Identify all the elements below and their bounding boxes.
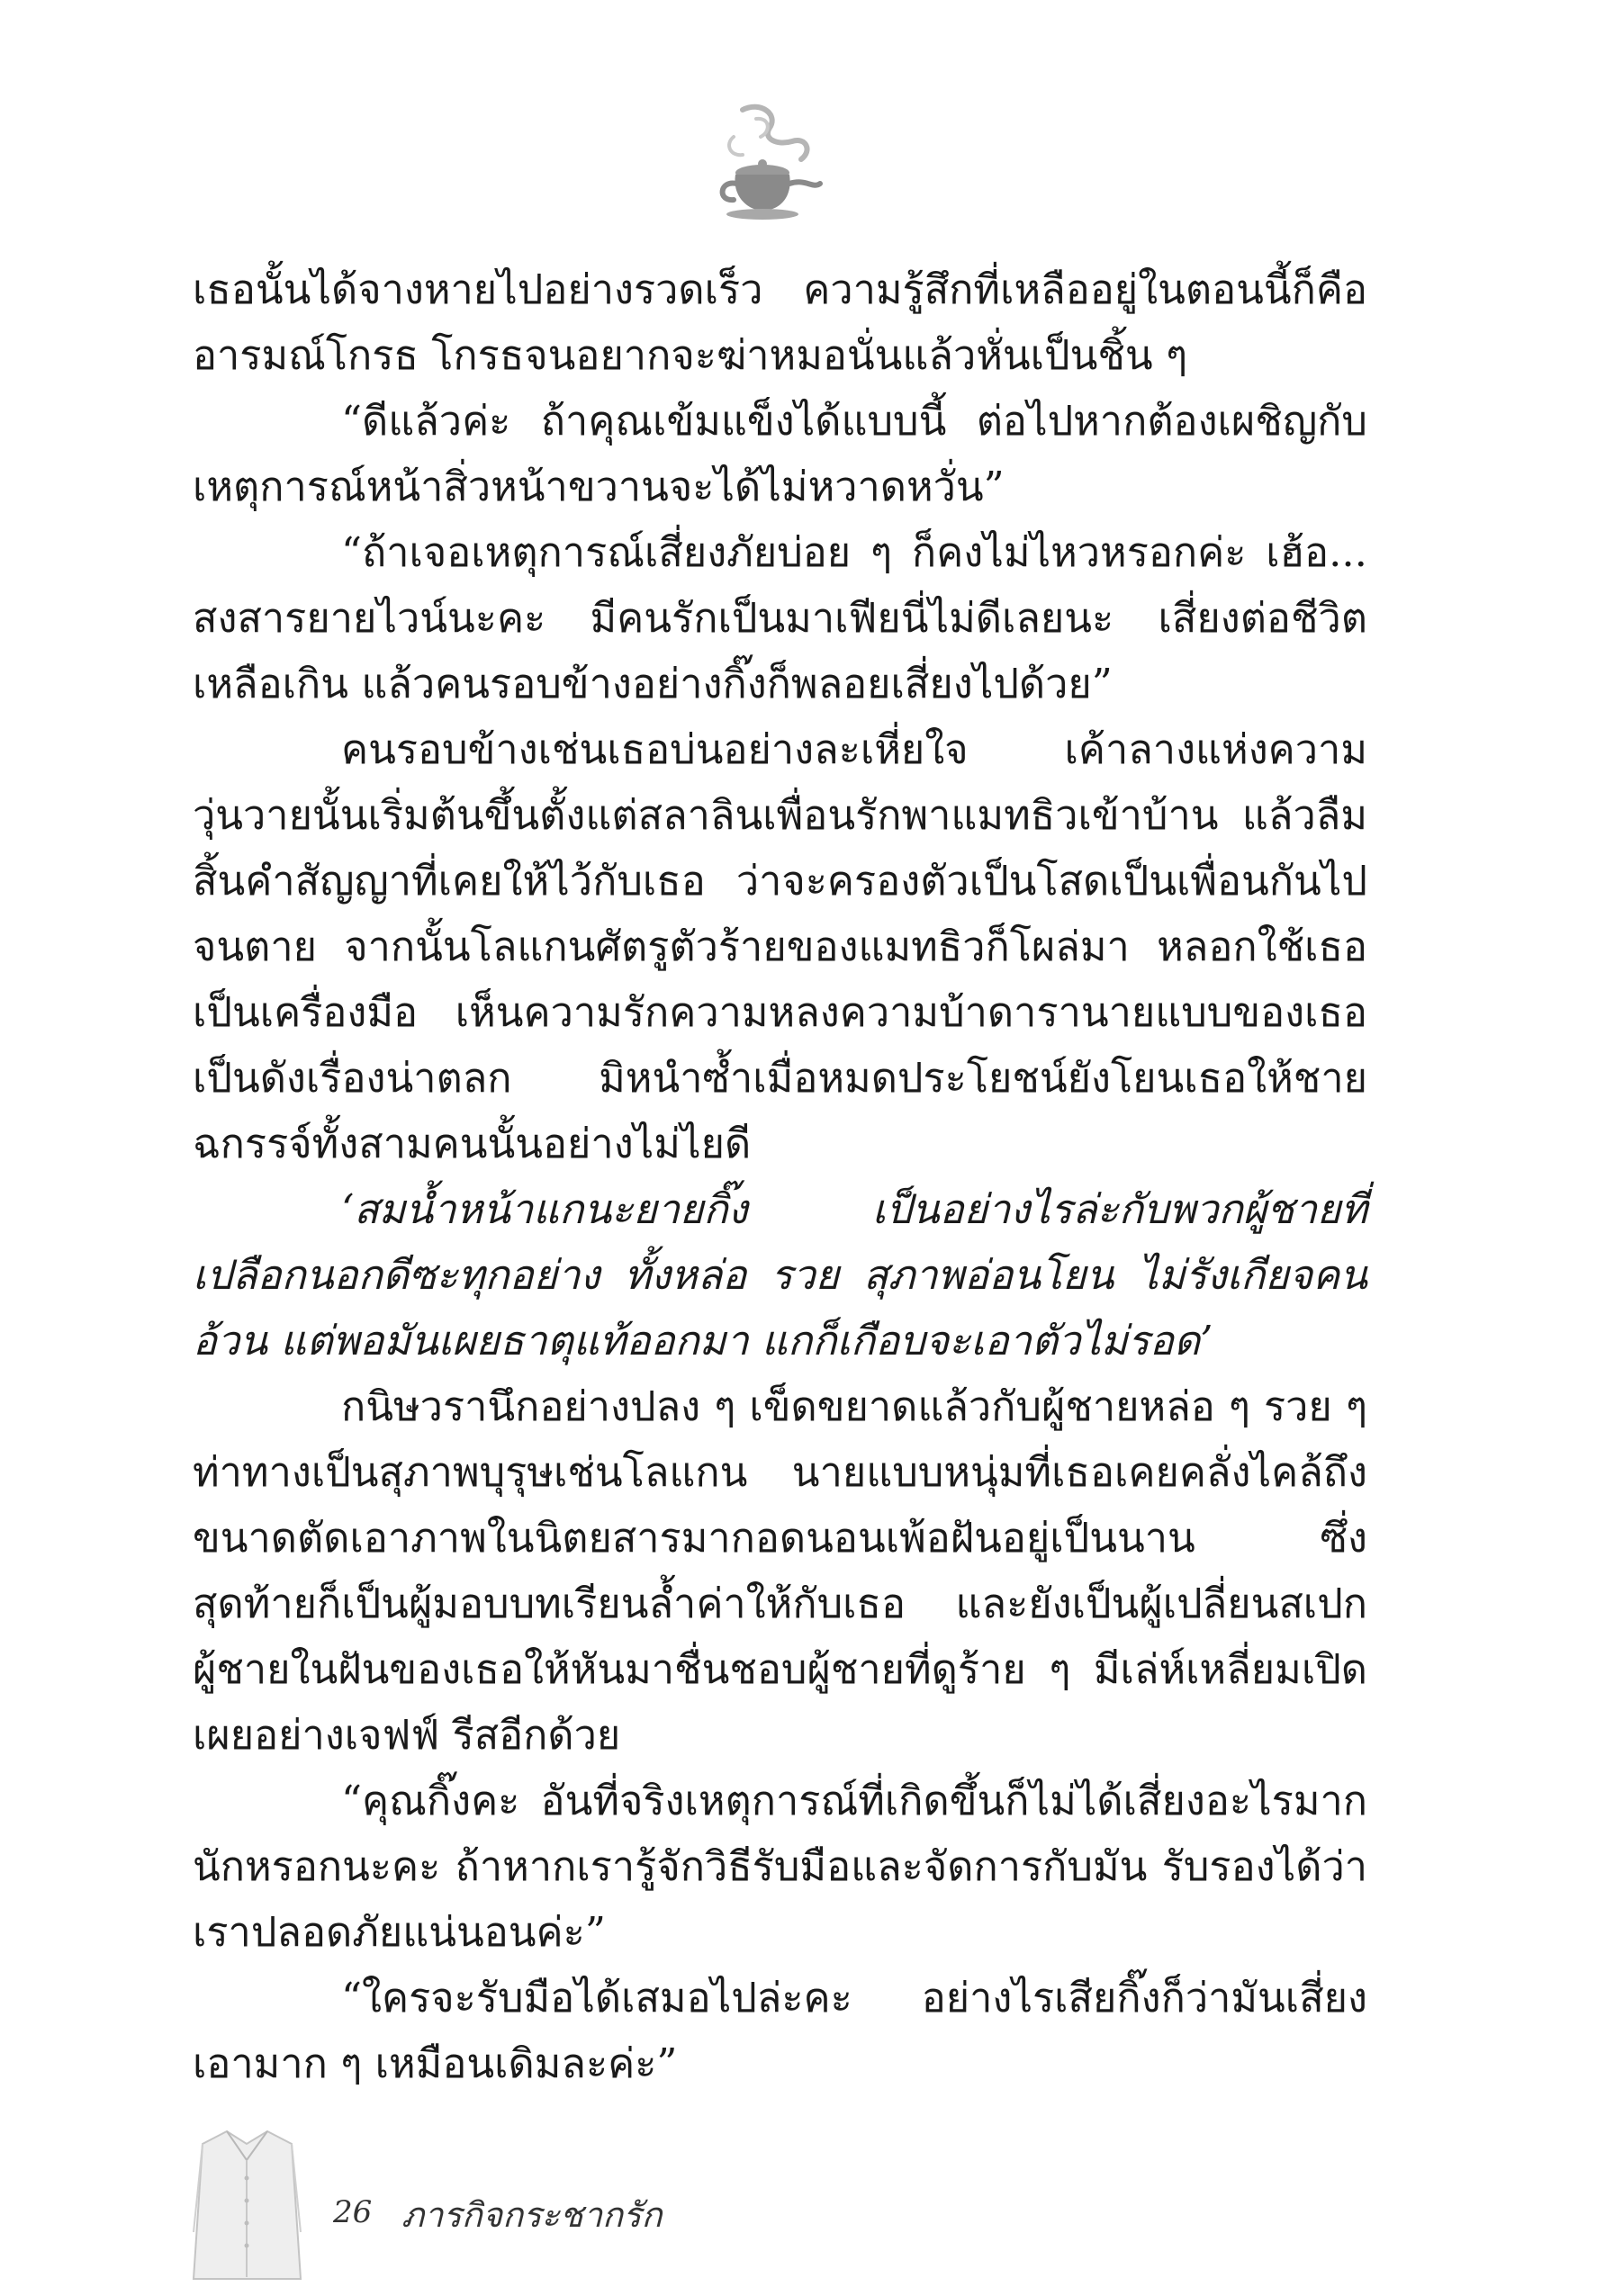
white-shirt-icon [191,2124,303,2282]
paragraph-6: กนิษวรานึกอย่างปลง ๆ เข็ดขยาดแล้วกับผู้ชายหล่อ ๆ รวย ๆ ท่าทางเป็นสุภาพบุรุษเช่นโลแกน นายแบบหนุ่มที่เธอเคยคลั่งไคล้ถึงขนาดตัดเอาภาพในนิตยสารมากอดนอนเพ้อฝันอยู่เป็นนาน ซึ่งสุดท้ายก็เป็นผู้มอบบทเรียนล้ำค่าให้กับเธอ และยังเป็นผู้เปลี่ยนสเปกผู้ชายในฝันของเธอให้หันมาชื่นชอบผู้ชายที่ดูร้าย ๆ มีเล่ห์เหลี่ยมเปิดเผยอย่างเจฟฟ์ รีสอีกด้วย [193,1382,1367,1759]
book-title: ภารกิจกระชากรัก [401,2195,663,2235]
paragraph-5-italic-thought: ‘สมน้ำหน้าแกนะยายกิ๊ง เป็นอย่างไรล่ะกับพวกผู้ชายที่เปลือกนอกดีซะทุกอย่าง ทั้งหล่อ รวย สุภาพอ่อนโยน ไม่รังเกียจคนอ้วน แต่พอมันเผยธาตุแท้ออกมา แกก็เกือบจะเอาตัวไม่รอด’ [193,1185,1367,1364]
paragraph-4: คนรอบข้างเช่นเธอบ่นอย่างละเหี่ยใจ เค้าลางแห่งความวุ่นวายนั้นเริ่มต้นขึ้นตั้งแต่สลาลินเพื่อนรักพาแมทธิวเข้าบ้าน แล้วลืมสิ้นคำสัญญาที่เคยให้ไว้กับเธอ ว่าจะครองตัวเป็นโสดเป็นเพื่อนกันไปจนตาย จากนั้นโลแกนศัตรูตัวร้ายของแมทธิวก็โผล่มา หลอกใช้เธอเป็นเครื่องมือ เห็นความรักความหลงความบ้าดารานายแบบของเธอเป็นดังเรื่องน่าตลก มิหนำซ้ำเมื่อหมดประโยชน์ยังโยนเธอให้ชายฉกรรจ์ทั้งสามคนนั้นอย่างไม่ไยดี [193,725,1367,1167]
body-text [193,257,1367,2096]
page-number: 26 [333,2194,373,2230]
paragraph-7: “คุณกิ๊งคะ อันที่จริงเหตุการณ์ที่เกิดขึ้นก็ไม่ได้เสี่ยงอะไรมากนักหรอกนะคะ ถ้าหากเรารู้จักวิธีรับมือและจัดการกับมัน รับรองได้ว่าเราปลอดภัยแน่นอนค่ะ” [193,1777,1367,1956]
paragraph-2: “ดีแล้วค่ะ ถ้าคุณเข้มแข็งได้แบบนี้ ต่อไปหากต้องเผชิญกับเหตุการณ์หน้าสิ่วหน้าขวานจะได้ไม่หวาดหวั่น” [193,397,1367,510]
paragraph-8: “ใครจะรับมือได้เสมอไปล่ะคะ อย่างไรเสียกิ๊งก็ว่ามันเสี่ยงเอามาก ๆ เหมือนเดิมละค่ะ” [193,1974,1367,2087]
paragraph-1: เธอนั้นได้จางหายไปอย่างรวดเร็ว ความรู้สึกที่เหลืออยู่ในตอนนี้ก็คืออารมณ์โกรธ โกรธจนอยากจะฆ่าหมอนั่นแล้วหั่นเป็นชิ้น ๆ [193,266,1367,379]
teapot-steam-icon [707,101,824,222]
paragraph-3: “ถ้าเจอเหตุการณ์เสี่ยงภัยบ่อย ๆ ก็คงไม่ไหวหรอกค่ะ เฮ้อ... สงสารยายไวน์นะคะ มีคนรักเป็นมาเฟียนี่ไม่ดีเลยนะ เสี่ยงต่อชีวิตเหลือเกิน แล้วคนรอบข้างอย่างกิ๊งก็พลอยเสี่ยงไปด้วย” [193,528,1367,707]
